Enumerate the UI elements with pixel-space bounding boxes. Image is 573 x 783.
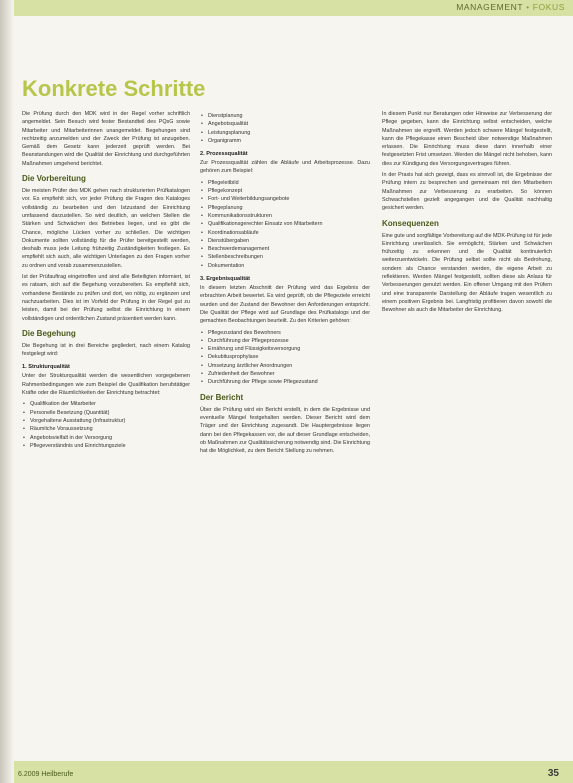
paragraph: Ist der Prüfauftrag eingetroffen und sind alle Beteiligten informiert, ist es ratsam, sich auf die Begehung vorzubereiten. Es empfiehlt sich, vorhandene Bestände zu prüfen und dort, wo nötig, zu ergänzen und nachzuarbeiten. Dies ist im Vorfeld der Prüfung in der Regel gut zu leisten, damit bei der Prüfung selbst die Einrichtung in einem vollständigen und ordentlichen Zustand präsentiert werden kann.	[22, 274, 190, 322]
list-item: • Vorgehaltene Ausstattung (Infrastruktur)	[22, 417, 190, 425]
page-spine	[0, 0, 14, 783]
list-item: • Angebotsvielfalt in der Versorgung	[22, 434, 190, 442]
list-item: • Pflegeplanung	[200, 204, 370, 212]
list-item: • Dekubitusprophylaxe	[200, 353, 370, 361]
list-item: • Personelle Besetzung (Quantität)	[22, 409, 190, 417]
bullet-list	[200, 179, 370, 270]
heading-konsequenzen: Konsequenzen	[382, 218, 439, 228]
column-3	[382, 110, 552, 318]
list-item: • Qualifikationsgerechter Einsatz von Mitarbeitern	[200, 220, 370, 228]
article-title: Konkrete Schritte	[22, 76, 206, 101]
paragraph: Die Begehung ist in drei Bereiche gegliedert, nach einem Katalog festgelegt wird:	[22, 342, 190, 358]
issue-label: 6.2009 Heilberufe	[18, 771, 74, 778]
list-item: • Kommunikationsstrukturen	[200, 212, 370, 220]
paragraph: In diesem letzten Abschnitt der Prüfung wird das Ergebnis der erbrachten Arbeit bewertet. Es wird geprüft, ob die Pflegeziele erreicht wurden und der Zustand der Bewohner den Anforderungen entspricht. Die Qualität der Pflege wird auf Grundlage des Prüfkatalogs und der gemachten Beobachtungen beurteilt. Zu den Kriterien gehören:	[200, 285, 370, 325]
paragraph: Über die Prüfung wird ein Bericht erstellt, in dem die Ergebnisse und eventuelle Mängel festgehalten werden. Dieser Bericht wird dem Träger und der Einrichtung zugesandt. Die Hauptergebnisse liegen dann bei den Pflegekassen vor, die auf dieser Grundlage entscheiden, ob Maßnahmen zur Qualitätssicherung notwendig sind. Die Einrichtung hat die Möglichkeit, zu dem Bericht Stellung zu nehmen.	[200, 406, 370, 455]
list-item: • Ernährung und Flüssigkeitsversorgung	[200, 345, 370, 353]
paragraph: Zur Prozessqualität zählen die Abläufe und Arbeitsprozesse. Dazu gehören zum Beispiel:	[200, 160, 370, 175]
list-item: • Dienstplanung	[200, 112, 370, 120]
heading-strukturqualitaet: 1. Strukturqualität	[22, 364, 70, 371]
list-item: • Durchführung der Pflegeprozesse	[200, 337, 370, 345]
list-item: • Pflegeverständnis und Einrichtungsziele	[22, 442, 190, 450]
heading-bericht: Der Bericht	[200, 392, 244, 402]
list-item: • Beschwerdemanagement	[200, 245, 370, 253]
column-1	[22, 110, 190, 453]
list-item: • Pflegezustand des Bewohners	[200, 329, 370, 337]
paragraph: Unter der Strukturqualität werden die wesentlichen vorgegebenen Rahmenbedingungen wie zum Beispiel die Qualifikation berufstätiger Kräfte oder die Räumlichkeiten der Einrichtung betrachtet:	[22, 373, 190, 397]
heading-vorbereitung: Die Vorbereitung	[22, 174, 86, 184]
list-item: • Angebotsqualität	[200, 120, 370, 128]
list-item: • Organigramm	[200, 137, 370, 145]
list-item: • Pflegekonzept	[200, 187, 370, 195]
list-item: • Dienstübergaben	[200, 237, 370, 245]
heading-prozessqualitaet: 2. Prozessqualität	[200, 151, 248, 158]
paragraph: Eine gute und sorgfältige Vorbereitung auf die MDK-Prüfung ist für jede Einrichtung unerlässlich. Sie ermöglicht, Stärken und Schwächen frühzeitig zu erkennen und die Qualität kontinuierlich weiterzuentwickeln. Die Prüfung selbst sollte nicht als Bedrohung, sondern als Chance verstanden werden, die eigene Arbeit zu reflektieren. Werden Mängel festgestellt, sollten diese als Anlass für Verbesserungen genutzt werden. Ein offener Umgang mit den Prüfern und eine transparente Darstellung der Abläufe tragen wesentlich zu einem positiven Ergebnis bei. Langfristig profitieren davon sowohl die Bewohner als auch die Mitarbeiter der Einrichtung.	[382, 232, 552, 314]
section-label	[456, 2, 565, 12]
list-item: • Durchführung der Pflege sowie Pflegezustand	[200, 378, 370, 386]
footer-bar	[14, 761, 573, 783]
list-item: • Umsetzung ärztlicher Anordnungen	[200, 362, 370, 370]
header-bar	[14, 0, 573, 16]
list-item: • Dokumentation	[200, 262, 370, 270]
paragraph: Die Prüfung durch den MDK wird in der Regel vorher schriftlich angemeldet. Sein Besuch wird fester Bestandteil des PQsG sowie Mitarbeiter und Mitarbeiterinnen unangemeldet. Begehungen sind rechtzeitig anzumelden und der Zweck der Prüfung ist anzugeben. Gemäß dem Gesetz kann jederzeit geprüft werden. Bei Beanstandungen wird die Qualität der Einrichtung und durchgeführten Maßnahmen umgehend berichtet.	[22, 111, 190, 167]
column-2	[200, 112, 370, 458]
list-item: • Zufriedenheit der Bewohner	[200, 370, 370, 378]
list-item: • Räumliche Voraussetzung	[22, 425, 190, 433]
list-item: • Leistungsplanung	[200, 129, 370, 137]
list-item: • Koordinationsabläufe	[200, 229, 370, 237]
bullet-list	[22, 400, 190, 450]
list-item: • Fort- und Weiterbildungsangebote	[200, 195, 370, 203]
bullet-list	[200, 329, 370, 387]
page-number: 35	[547, 768, 559, 779]
paragraph: Die meisten Prüfer des MDK gehen nach strukturierten Prüfkatalogen vor. Es empfiehlt sich, vor jeder Prüfung die Fragen des Kataloges vollständig zu bearbeiten und den Istzustand der Einrichtung umfassend darzustellen. So wird deutlich, an welchen Stellen die Stärken und Schwächen des Betriebes liegen, und es gibt die Chance, mögliche Lücken vorher zu schließen. Die wichtigen Dokumente sollten vollständig für die Prüfer bereitgestellt werden, deshalb muss jede Leitung frühzeitig Zuständigkeiten festlegen. Es empfiehlt sich auch, alle wichtigen Unterlagen zu den Fragen vorher zu ordnen und vorab zusammenzustellen.	[22, 188, 190, 269]
list-item: • Pflegeleitbild	[200, 179, 370, 187]
heading-begehung: Die Begehung	[22, 328, 76, 338]
list-item: • Stellenbeschreibungen	[200, 253, 370, 261]
section-name: MANAGEMENT	[456, 2, 524, 12]
bullet-list	[200, 112, 370, 145]
paragraph: In diesem Punkt nur Beratungen oder Hinweise zur Verbesserung der Pflege gegeben, kann die Einrichtung selbst entscheiden, welche Maßnahmen sie ergreift. Werden jedoch schwere Mängel festgestellt, kann die Pflegekasse einen Bescheid über notwendige Maßnahmen erlassen. Die Einrichtung muss diese dann innerhalb einer festgesetzten Frist umsetzen. Werden die Mängel nicht behoben, kann dies zur Kündigung des Versorgungsvertrages führen.	[382, 111, 552, 167]
section-accent: FOKUS	[532, 2, 565, 12]
separator-dot: •	[526, 2, 530, 12]
paragraph: In der Praxis hat sich gezeigt, dass es sinnvoll ist, die Ergebnisse der Prüfung intern zu besprechen und gemeinsam mit den Mitarbeitern Maßnahmen zur Verbesserung zu erarbeiten. So können Schwachstellen gezielt angegangen und die Qualität nachhaltig gesichert werden.	[382, 172, 552, 212]
list-item: • Qualifikation der Mitarbeiter	[22, 400, 190, 408]
heading-ergebnisqualitaet: 3. Ergebnisqualität	[200, 276, 251, 283]
